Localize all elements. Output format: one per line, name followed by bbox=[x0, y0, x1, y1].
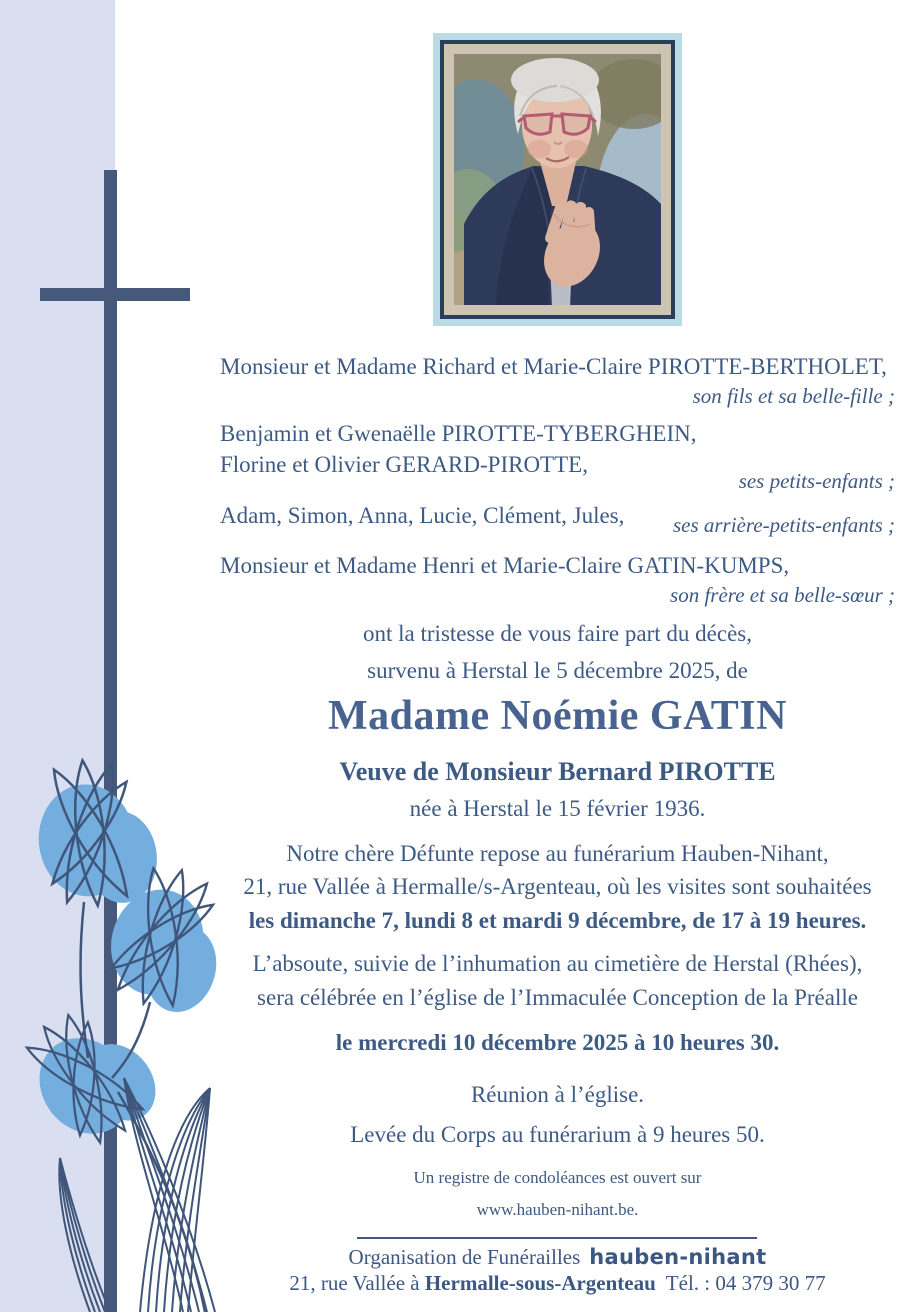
family-row-4-relation: ses arrière-petits-enfants ; bbox=[672, 513, 895, 537]
announcement-line-2: survenu à Herstal le 5 décembre 2025, de bbox=[367, 658, 748, 683]
ceremony-line-1: L’absoute, suivie de l’inhumation au cimetière de Herstal (Rhées), bbox=[252, 951, 863, 976]
visitation-dates: les dimanche 7, lundi 8 et mardi 9 décembre, de 17 à 19 heures. bbox=[248, 908, 867, 933]
ceremony-date: le mercredi 10 décembre 2025 à 10 heures 30. bbox=[335, 1030, 780, 1055]
family-row-5-relation: son frère et sa belle-sœur ; bbox=[670, 583, 895, 607]
tulip-flowers bbox=[7, 754, 240, 1312]
visitation-line-1: Notre chère Défunte repose au funérarium Hauben-Nihant, bbox=[286, 841, 829, 866]
register-line: Un registre de condoléances est ouvert sur bbox=[413, 1168, 702, 1187]
deceased-birth: née à Herstal le 15 février 1936. bbox=[409, 796, 706, 821]
family-row-1-relation: son fils et sa belle-fille ; bbox=[692, 384, 895, 408]
main-column bbox=[220, 0, 895, 1312]
leaves bbox=[59, 1078, 215, 1312]
portrait-photo bbox=[454, 54, 661, 305]
family-row-3-names: Florine et Olivier GERARD-PIROTTE, bbox=[220, 452, 588, 477]
family-row-4-names: Adam, Simon, Anna, Lucie, Clément, Jules, bbox=[220, 503, 625, 528]
deceased-widow-of: Veuve de Monsieur Bernard PIROTTE bbox=[339, 757, 776, 786]
footer-divider bbox=[357, 1237, 757, 1239]
funeral-home-logo: hauben-nihant bbox=[589, 1245, 767, 1269]
footer-organisation bbox=[220, 1245, 895, 1269]
register-url[interactable]: www.hauben-nihant.be. bbox=[476, 1200, 639, 1219]
reunion-line: Réunion à l’église. bbox=[470, 1082, 645, 1107]
family-row-1-names: Monsieur et Madame Richard et Marie-Claire PIROTTE-BERTHOLET, bbox=[220, 354, 887, 379]
footer-address-town: Hermalle-sous-Argenteau bbox=[424, 1271, 656, 1295]
footer-org-prefix: Organisation de Funérailles bbox=[348, 1245, 581, 1269]
ceremony-line-2: sera célébrée en l’église de l’Immaculée Conception de la Préalle bbox=[257, 985, 858, 1010]
announcement-line-1: ont la tristesse de vous faire part du décès, bbox=[363, 621, 752, 646]
side-band bbox=[0, 0, 115, 1312]
family-row-2-names: Benjamin et Gwenaëlle PIROTTE-TYBERGHEIN, bbox=[220, 421, 697, 446]
footer-phone: Tél. : 04 379 30 77 bbox=[665, 1271, 826, 1295]
levee-line: Levée du Corps au funérarium à 9 heures 50. bbox=[350, 1122, 765, 1147]
footer-address-prefix: 21, rue Vallée à bbox=[289, 1271, 425, 1295]
portrait-frame bbox=[433, 33, 682, 326]
family-row-3-relation: ses petits-enfants ; bbox=[738, 469, 895, 493]
deceased-name: Madame Noémie GATIN bbox=[328, 693, 787, 739]
family-row-5-names: Monsieur et Madame Henri et Marie-Claire GATIN-KUMPS, bbox=[220, 553, 790, 578]
cross-icon bbox=[40, 170, 190, 1312]
footer-address bbox=[220, 1271, 895, 1295]
visitation-line-2: 21, rue Vallée à Hermalle/s-Argenteau, où les visites sont souhaitées bbox=[243, 874, 872, 899]
